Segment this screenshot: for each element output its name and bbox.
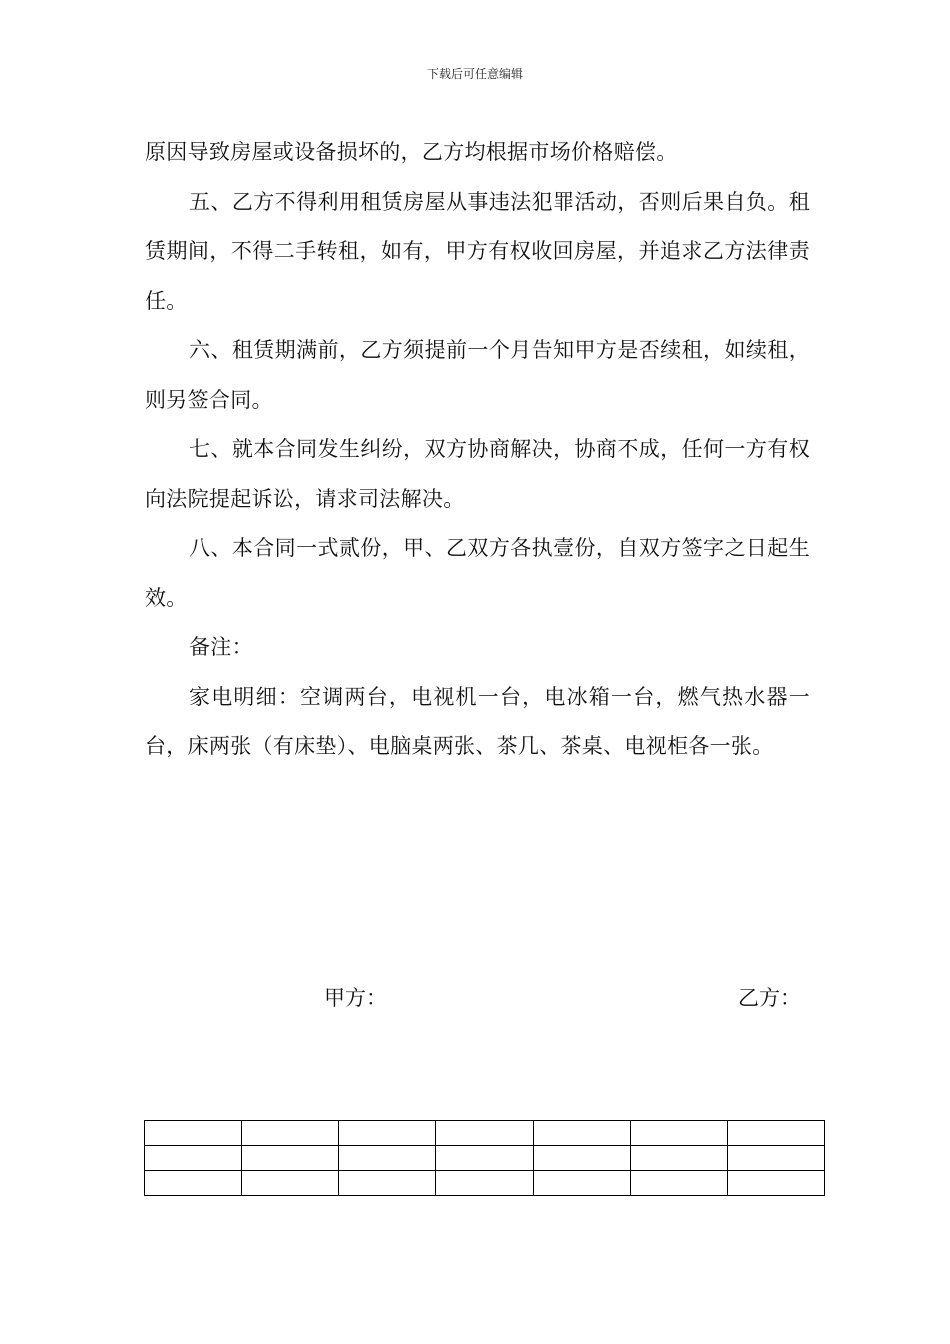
table-cell: [145, 1171, 242, 1196]
paragraph-clause-8: 八、本合同一式贰份，甲、乙双方各执壹份，自双方签字之日起生效。: [145, 536, 810, 610]
table-cell: [727, 1121, 824, 1146]
table-row: [145, 1121, 825, 1146]
table-cell: [339, 1146, 436, 1171]
signature-party-a: 甲方：: [324, 986, 387, 1010]
table-cell: [145, 1146, 242, 1171]
table-cell: [630, 1171, 727, 1196]
paragraph-damage-compensation: 原因导致房屋或设备损坏的，乙方均根据市场价格赔偿。: [145, 140, 678, 164]
table-cell: [436, 1146, 533, 1171]
table-cell: [242, 1171, 339, 1196]
signature-party-b: 乙方：: [738, 986, 801, 1010]
table-cell: [727, 1146, 824, 1171]
table-cell: [436, 1171, 533, 1196]
table-cell: [242, 1146, 339, 1171]
table-cell: [436, 1121, 533, 1146]
contract-body: [145, 128, 810, 772]
table-row: [145, 1146, 825, 1171]
page-header: 下载后可任意编辑: [426, 67, 523, 81]
table-cell: [630, 1146, 727, 1171]
paragraph-clause-5: 五、乙方不得利用租赁房屋从事违法犯罪活动，否则后果自负。租赁期间，不得二手转租，如有，甲方有权收回房屋，并追求乙方法律责任。: [145, 189, 810, 313]
paragraph-clause-6: 六、租赁期满前，乙方须提前一个月告知甲方是否续租，如续租，则另签合同。: [145, 338, 810, 412]
table-cell: [533, 1171, 630, 1196]
table-cell: [630, 1121, 727, 1146]
table-cell: [339, 1171, 436, 1196]
table-cell: [242, 1121, 339, 1146]
table-cell: [533, 1146, 630, 1171]
paragraph-clause-7: 七、就本合同发生纠纷，双方协商解决，协商不成，任何一方有权向法院提起诉讼，请求司法解决。: [145, 437, 810, 511]
table-row: [145, 1171, 825, 1196]
table-cell: [533, 1121, 630, 1146]
appliance-list: 家电明细：空调两台，电视机一台，电冰箱一台，燃气热水器一台，床两张（有床垫）、电脑桌两张、茶几、茶桌、电视柜各一张。: [145, 684, 810, 758]
blank-table: [144, 1120, 825, 1196]
table-cell: [727, 1171, 824, 1196]
table-cell: [339, 1121, 436, 1146]
remarks-heading: 备注：: [189, 635, 253, 659]
table-cell: [145, 1121, 242, 1146]
